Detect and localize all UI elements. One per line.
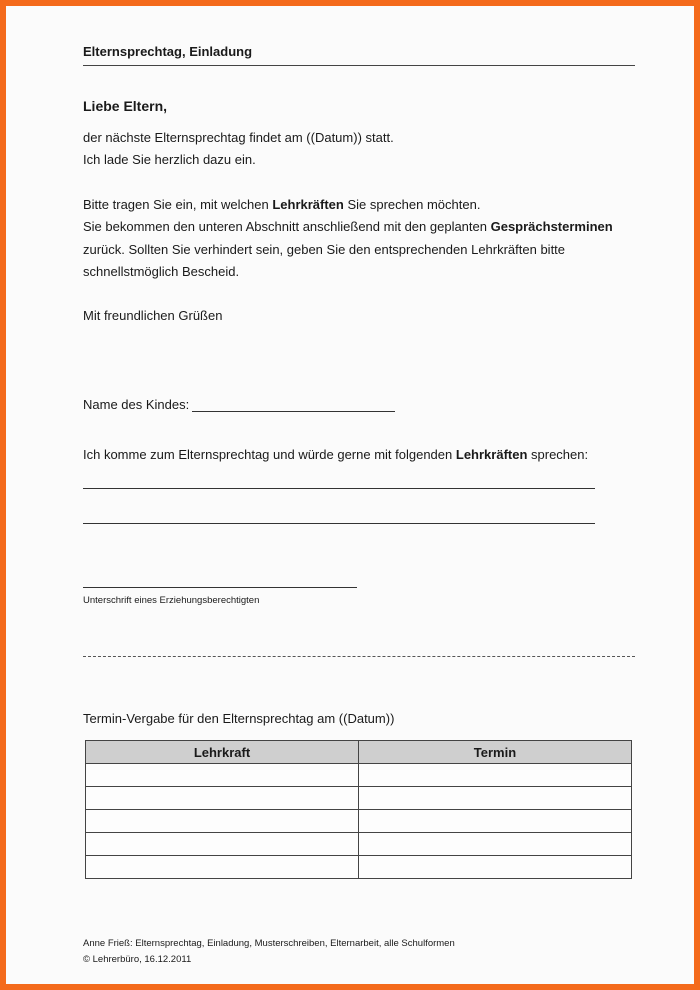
teacher-entry-line-2[interactable] xyxy=(83,523,595,524)
column-header-lehrkraft: Lehrkraft xyxy=(86,741,359,764)
table-row xyxy=(86,810,632,833)
document-header xyxy=(83,44,635,66)
instruction-paragraph xyxy=(83,194,613,284)
footer-author-line: Anne Frieß: Elternsprechtag, Einladung, Musterschreiben, Elternarbeit, alle Schulformen xyxy=(83,938,455,949)
instruction-line-4: schnellstmöglich Bescheid. xyxy=(83,264,240,280)
instruction-line-1: Bitte tragen Sie ein, mit welchen Lehrkräften Sie sprechen möchten. xyxy=(83,197,481,212)
document-footer xyxy=(83,936,455,967)
closing xyxy=(83,305,222,327)
cut-line xyxy=(83,656,635,657)
appointment-table xyxy=(85,740,632,879)
intro-paragraph xyxy=(83,127,394,172)
instruction-line-3: zurück. Sollten Sie verhindert sein, geben Sie den entsprechenden Lehrkräften bitte xyxy=(83,241,566,257)
footer-copyright-line: © Lehrerbüro, 16.12.2011 xyxy=(83,953,192,965)
table-row xyxy=(86,764,632,787)
table-cell[interactable] xyxy=(86,833,359,856)
instruction-line-2: Sie bekommen den unteren Abschnitt anschließend mit den geplanten Gesprächsterminen xyxy=(83,219,613,235)
table-cell[interactable] xyxy=(359,787,632,810)
column-header-termin: Termin xyxy=(359,741,632,764)
table-cell[interactable] xyxy=(86,764,359,787)
child-name-field[interactable] xyxy=(192,397,395,412)
document-page xyxy=(6,6,694,984)
table-cell[interactable] xyxy=(86,856,359,879)
child-name-row xyxy=(83,394,395,416)
table-header-row xyxy=(86,741,632,764)
document-title: Elternsprechtag, Einladung xyxy=(83,44,253,59)
table-row xyxy=(86,833,632,856)
closing-text: Mit freundlichen Grüßen xyxy=(83,308,223,323)
teacher-entry-line-1[interactable] xyxy=(83,488,595,489)
table-cell[interactable] xyxy=(359,833,632,856)
table-cell[interactable] xyxy=(359,810,632,833)
table-cell[interactable] xyxy=(359,856,632,879)
child-name-label: Name des Kindes: xyxy=(83,397,190,412)
appointment-title: Termin-Vergabe für den Elternsprechtag am ((Datum)) xyxy=(83,711,395,726)
teacher-request-text: Ich komme zum Elternsprechtag und würde gerne mit folgenden Lehrkräften sprechen: xyxy=(83,447,589,462)
table-row xyxy=(86,787,632,810)
intro-line-1: der nächste Elternsprechtag findet am ((Datum)) statt. xyxy=(83,130,394,145)
table-row xyxy=(86,856,632,879)
table-cell[interactable] xyxy=(86,810,359,833)
intro-line-2: Ich lade Sie herzlich dazu ein. xyxy=(83,152,256,168)
greeting: Liebe Eltern, xyxy=(83,98,168,114)
table-cell[interactable] xyxy=(359,764,632,787)
signature-label: Unterschrift eines Erziehungsberechtigten xyxy=(83,595,260,606)
signature-line[interactable] xyxy=(83,587,357,588)
table-cell[interactable] xyxy=(86,787,359,810)
